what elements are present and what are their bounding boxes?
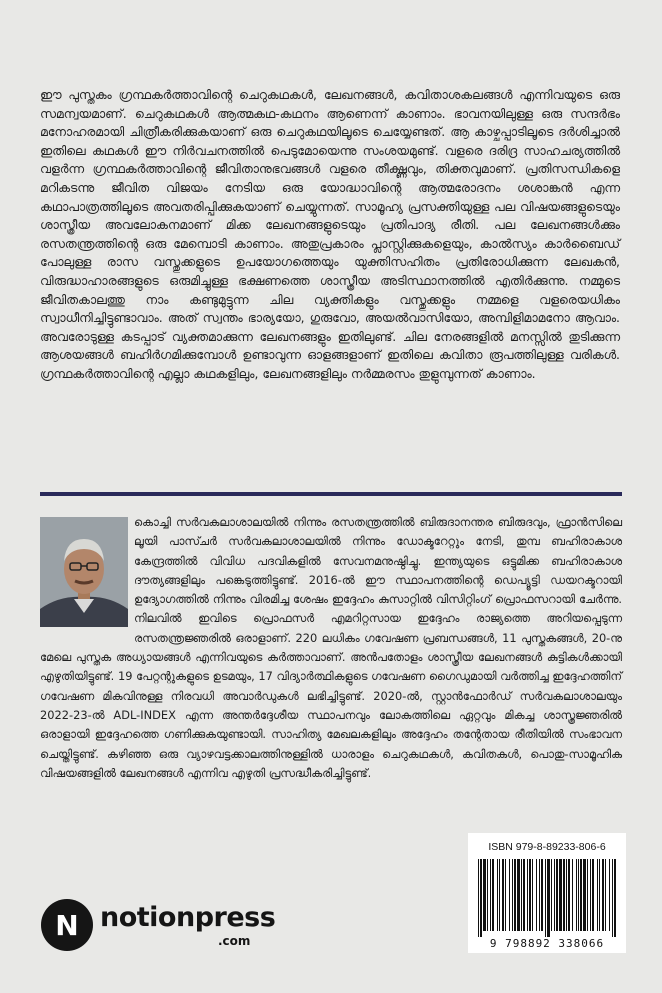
publisher-suffix: .com [218,934,251,948]
isbn-label: ISBN 979-8-89233-806-6 [488,841,606,853]
notionpress-logo-icon [40,898,94,952]
author-bio [40,513,622,783]
publisher-name: notionpress [100,902,276,933]
photo-spacer [40,513,134,630]
section-divider [40,492,622,496]
back-cover-blurb: ഈ പുസ്തകം ഗ്രന്ഥകർത്താവിന്റെ ചെറുകഥകൾ, ലേഖനങ്ങൾ, കവിതാശകലങ്ങൾ എന്നിവയുടെ ഒരു സമന്വയമാണ്. ചെറുകഥകൾ ആത്മകഥ-കഥനം ആണെന്ന് കാണാം. ഭാവനയിലുള്ള ഒരു സന്ദർഭം മനോഹരമായി ചിത്രീകരിക്കുകയാണ് ഒരു ചെറുകഥയിലൂടെ ചെയ്യേണ്ടത്. ആ കാഴ്ചപ്പാടിലൂടെ ദർശിച്ചാൽ ഇതിലെ കഥകൾ ഈ നിർവചനത്തിൽ പെടുമോയെന്നു സംശയമുണ്ട്. വളരെ ദരിദ്ര സാഹചര്യത്തിൽ വളർന്ന ഗ്രന്ഥകർത്താവിന്റെ ജീവിതാനുഭവങ്ങൾ വളരെ തീക്ഷ്ണവും, തിക്തവുമാണ്. പ്രതിസന്ധികളെ മറികടന്നു ജീവിത വിജയം നേടിയ ഒരു യോദ്ധാവിന്റെ ആത്മരോദനം ശശാങ്കൻ എന്ന കഥാപാത്രത്തിലൂടെ അവതരിപ്പിക്കുകയാണ് ചെയ്യുന്നത്. സാമൂഹ്യ പ്രസക്തിയുള്ള പല വിഷയങ്ങളുടെയും ശാസ്ത്രീയ അവലോകനമാണ് മിക്ക ലേഖനങ്ങളുടെയും പ്രതിപാദ്യ രീതി. പല ലേഖനങ്ങൾക്കും രസതന്ത്രത്തിന്റെ ഒരു മേമ്പൊടി കാണാം. അതുപ്രകാരം പ്ലാസ്റ്റിക്കുകളെയും, കാൽസ്യം കാർബൈഡ് പോലുള്ള രാസ വസ്തുക്കളുടെ ഉപയോഗത്തെയും യുക്തിസഹിതം പ്രതിരോധിക്കുന്ന ലേഖകൻ, വിരുദ്ധാഹാരങ്ങളുടെ ഒരുമിച്ചുള്ള ഭക്ഷണത്തെ ശാസ്ത്രീയ അടിസ്ഥാനത്തിൽ എതിർക്കുന്നു. നമ്മുടെ ജീവിതകാലത്തു നാം കണ്ടുമുട്ടുന്ന ചില വ്യക്തികളും വസ്തുക്കളും നമ്മളെ വളരെയധികം സ്വാധീനിച്ചിട്ടുണ്ടാവാം. അത് സ്വന്തം ഭാര്യയോ, ഗുരുവോ, അയൽവാസിയോ, അമ്പിളിമാമനോ ആവാം. അവരോടുള്ള കടപ്പാട് വ്യക്തമാക്കുന്ന ലേഖനങ്ങളും ഇതിലുണ്ട്. ചില നേരങ്ങളിൽ മനസ്സിൽ തുടിക്കുന്ന ആശയങ്ങൾ ബഹിർഗമിക്കുമ്പോൾ ഉണ്ടാവുന്ന ഓളങ്ങളാണ് ഇതിലെ കവിതാ രൂപത്തിലുള്ള വരികൾ. ഗ്രന്ഥകർത്താവിന്റെ എല്ലാ കഥകളിലും, ലേഖനങ്ങളിലും നർമ്മരസം തുളുമ്പുന്നത് കാണാം. [40,87,620,381]
barcode-digits: 9 798892 338066 [489,937,605,950]
publisher-logo [40,897,300,953]
barcode-icon [476,859,618,937]
isbn-barcode-box [468,833,626,953]
author-bio-text: കൊച്ചി സർവകലാശാലയിൽ നിന്നും രസതന്ത്രത്തിൽ ബിരുദാനന്തര ബിരുദവും, ഫ്രാൻസിലെ ലൂയി പാസ്ചർ സർവകലാശാലയിൽ നിന്നും ഡോക്ടറേറ്റും നേടി, തുമ്പ ബഹിരാകാശ കേന്ദ്രത്തിൽ വിവിധ പദവികളിൽ സേവനമനുഷ്ഠിച്ചു. ഇന്ത്യയുടെ ഒട്ടുമിക്ക ബഹിരാകാശ ദൗത്യങ്ങളിലും പങ്കെടുത്തിട്ടുണ്ട്. 2016-ൽ ഈ സ്ഥാപനത്തിന്റെ ഡെപ്യൂട്ടി ഡയറക്ടറായി ഉദ്യോഗത്തിൽ നിന്നും വിരമിച്ച ശേഷം ഇദ്ദേഹം കുസാറ്റിൽ വിസിറ്റിംഗ് പ്രൊഫസറായി ചേർന്നു. നിലവിൽ ഇവിടെ പ്രൊഫസർ എമറിറ്റസായ ഇദ്ദേഹം രാജ്യത്തെ അറിയപ്പെടുന്ന രസതന്ത്രജ്ഞരിൽ ഒരാളാണ്. 220 ലധികം ഗവേഷണ പ്രബന്ധങ്ങൾ, 11 പുസ്തകങ്ങൾ, 20-നു മേലെ പുസ്തക അധ്യായങ്ങൾ എന്നിവയുടെ കർത്താവാണ്. അൻപതോളം ശാസ്ത്രീയ ലേഖനങ്ങൾ കുട്ടികൾക്കായി എഴുതിയിട്ടുണ്ട്. 19 പേറ്റന്റുകളുടെ ഉടമയും, 17 വിദ്യാർത്ഥികളുടെ ഗവേഷണ ഗൈഡുമായി വർത്തിച്ച ഇദ്ദേഹത്തിന് ഗവേഷണ മികവിനുള്ള നിരവധി അവാർഡുകൾ ലഭിച്ചിട്ടുണ്ട്. 2020-ൽ, സ്റ്റാൻഫോർഡ് സർവകലാശാലയും 2022-23-ൽ ADL-INDEX എന്ന അന്തർദ്ദേശീയ സ്ഥാപനവും ലോകത്തിലെ ഏറ്റവും മികച്ച ശാസ്ത്രജ്ഞരിൽ ഒരാളായി ഇദ്ദേഹത്തെ ഗണിക്കുകയുണ്ടായി. സാഹിത്യ മേഖലകളിലും അദ്ദേഹം തന്റേതായ രീതിയിൽ സംഭാവന ചെയ്തിട്ടുണ്ട്. കഴിഞ്ഞ ഒരു വ്യാഴവട്ടക്കാലത്തിനുള്ളിൽ ധാരാളം ചെറുകഥകൾ, കവിതകൾ, പൊതു-സാമൂഹിക വിഷയങ്ങളിൽ ലേഖനങ്ങൾ എന്നിവ എഴുതി പ്രസദ്ധീകരിച്ചിട്ടുണ്ട്. [40,515,622,780]
logo-letter: N [55,909,79,942]
